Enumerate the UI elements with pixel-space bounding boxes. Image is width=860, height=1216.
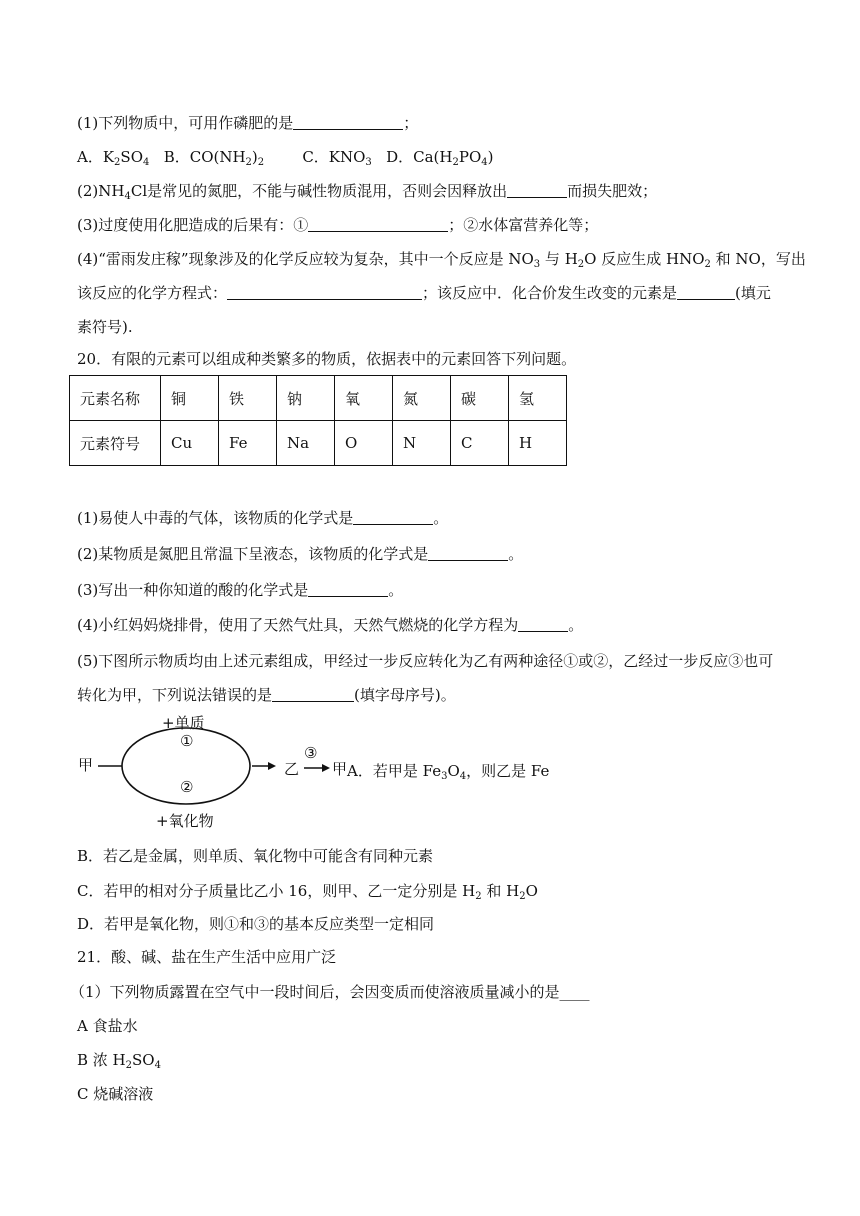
answer-blank[interactable] [272,686,354,702]
option-d: D．$Ca(H_2PO_4)$ [386,148,494,168]
q20-part4: (4)小红妈妈烧排骨，使用了天然气灶具，天然气燃烧的化学方程为 。 [77,616,584,634]
q20-part5: (5)下图所示物质均由上述元素组成，甲经过一步反应转化为乙有两种途径①或②，乙经过一步反应③也可 [77,652,774,670]
answer-blank[interactable] [227,284,422,300]
q19-part3: (3)过度使用化肥造成的后果有：① ；②水体富营养化等； [77,216,599,234]
answer-blank[interactable] [507,182,567,198]
answer-blank[interactable] [428,545,508,561]
arrow-head-icon [268,762,276,770]
q19-part2: $(2)NH_4Cl$是常见的氮肥，不能与碱性物质混用，否则会因释放出 而损失肥效； [77,182,658,202]
answer-blank[interactable]: ____ [559,983,590,1001]
q21-intro: 21．酸、碱、盐在生产生活中应用广泛 [77,948,337,966]
oxide-label: +氧化物 [156,812,214,830]
q20-part5-cont: 转化为甲，下列说法错误的是 (填字母序号)。 [77,686,456,704]
table-cell: 碳 [451,376,509,421]
table-cell: 氮 [393,376,451,421]
q21-option-b: B 浓 $H_2SO_4$ [77,1051,161,1071]
q19-part4-cont: 该反应的化学方程式： ；该反应中．化合价发生改变的元素是 (填元 [77,284,771,302]
answer-blank[interactable] [308,581,388,597]
table-cell: 氧 [335,376,393,421]
q20-option-a: A．若甲是 $Fe_3O_4$，则乙是 Fe [347,762,550,782]
q20-intro: 20．有限的元素可以组成种类繁多的物质，依据表中的元素回答下列问题。 [77,350,577,368]
table-cell: Cu [161,421,219,466]
table-cell: 铁 [219,376,277,421]
option-a: A．$K_2SO_4$ [77,148,150,168]
table-cell: 铜 [161,376,219,421]
answer-blank[interactable] [308,216,448,232]
table-cell: C [451,421,509,466]
table-row [70,421,567,466]
q19-part4: (4)“雷雨发庄稼”现象涉及的化学反应较为复杂，其中一个反应是 $NO_3$ 与 $H_2O$ 反应生成 $HNO_2$ 和 NO，写出 [77,250,806,270]
table-cell: 钠 [277,376,335,421]
q20-option-b: B．若乙是金属，则单质、氧化物中可能含有同种元素 [77,847,434,865]
pathway-3-mark: ③ [304,744,318,762]
single-substance-label: +单质 [162,714,205,732]
option-b: B．$CO(NH_2)_2$ [163,148,265,168]
table-cell: Na [277,421,335,466]
q20-part3: (3)写出一种你知道的酸的化学式是 。 [77,581,404,599]
table-cell: 氢 [509,376,567,421]
pathway-1-mark: ① [180,732,194,750]
table-cell: O [335,421,393,466]
yi-label: 乙 [284,760,300,778]
answer-blank[interactable] [293,114,403,130]
jia-label: 甲 [78,756,94,774]
q20-option-c: C．若甲的相对分子质量比乙小 16，则甲、乙一定分别是 $H_2$ 和 $H_2O$ [77,882,538,902]
table-header-names: 元素名称 [70,376,161,421]
q20-part1: (1)易使人中毒的气体，该物质的化学式是 。 [77,509,449,527]
answer-blank[interactable] [353,509,433,525]
answer-blank[interactable] [677,284,735,300]
q20-option-d: D．若甲是氧化物，则①和③的基本反应类型一定相同 [77,915,435,933]
answer-blank[interactable] [518,616,568,632]
q20-part2: (2)某物质是氮肥且常温下呈液态，该物质的化学式是 。 [77,545,524,563]
q21-option-a: A 食盐水 [77,1017,138,1035]
option-c: C．$KNO_3$ [302,148,372,168]
arrow-head-icon [322,764,330,772]
table-header-symbols: 元素符号 [70,421,161,466]
table-cell: H [509,421,567,466]
pathway-2-mark: ② [180,778,194,796]
jia-result-label: 甲 [332,760,348,778]
q19-part1: (1)下列物质中，可用作磷肥的是 ； [77,114,419,132]
element-table [69,375,567,466]
q19-options [77,146,494,168]
q21-option-c: C 烧碱溶液 [77,1085,154,1103]
q21-part1: （1）下列物质露置在空气中一段时间后，会因变质而使溶液质量减小的是____ [70,983,590,1001]
q19-part4-end: 素符号). [77,318,133,336]
reaction-diagram [78,710,378,835]
table-cell: N [393,421,451,466]
table-row [70,376,567,421]
table-cell: Fe [219,421,277,466]
